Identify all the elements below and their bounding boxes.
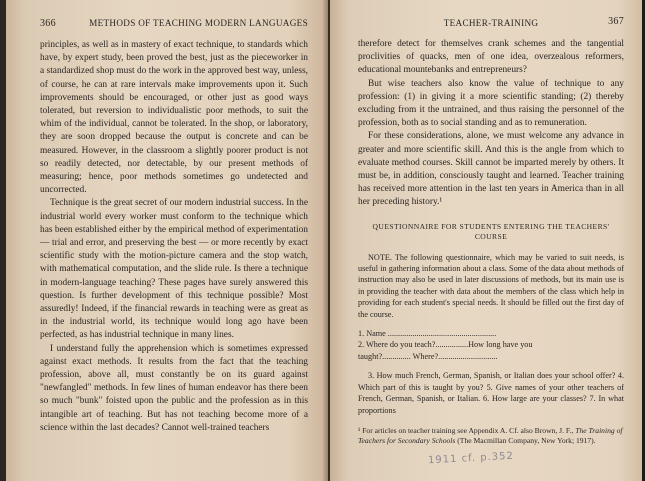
right-page-number: 367 bbox=[608, 16, 624, 27]
footnote bbox=[358, 426, 624, 447]
right-page bbox=[330, 0, 642, 481]
questionnaire-title-line-2: COURSE bbox=[474, 231, 508, 241]
right-paragraph-1: therefore detect for themselves crank schemes and the tangential proclivities of quacks, men of one idea, overzealous reformers, educational mountebanks and entrepreneurs? bbox=[358, 39, 624, 76]
left-running-title: METHODS OF TEACHING MODERN LANGUAGES bbox=[89, 18, 308, 28]
questionnaire-title bbox=[358, 222, 624, 242]
left-paragraph-1: principles, as well as in mastery of exact technique, to standards which have, by expert study, been proved the best, just as the pieceworker in a standardized shop must do the work in the approved best way, unless, of course, he can at rare intervals make improvements upon it. Such improvements should be encouraged, or other just as good ways tolerated, but reversion to individualistic poor methods, to suit the whim of the individual, cannot be tolerated. In the shop, or laboratory, they are soon dropped because the output is concrete and can be measured. However, in the classroom a slightly poorer product is not so readily detected, nor detectable, by our present methods of measuring; hence, poor methods sometimes go undetected and uncorrected. bbox=[40, 40, 308, 196]
right-running-title: TEACHER-TRAINING bbox=[443, 18, 539, 28]
questionnaire-question-3: 3. How much French, German, Spanish, or Italian does your school offer? 4. Which part of this is taught by you? 5. Give names of your other teachers of French, German, Spanish, or Italian. 6. How large are your classes? 7. In what proportions bbox=[358, 371, 624, 415]
form-line-teach: 2. Where do you teach?................How long have you bbox=[358, 340, 533, 350]
left-page bbox=[6, 0, 328, 481]
left-paragraph-3: I understand fully the apprehension which is sometimes expressed against exact methods. It results from the fact that the teaching profession, above all, must constantly be on its guard against "newfangled" methods. In few lines of human endeavor has there been so much "bunk" foisted upon the public and the profession as in this intangible art of teaching. But has not teaching become more of a science within the last decades? Cannot well-trained teachers bbox=[40, 343, 308, 433]
form-line-taught: taught?.............. Where?............................. bbox=[358, 351, 498, 361]
questionnaire-body bbox=[358, 252, 624, 416]
handwritten-note: 1911 cf. p.352 bbox=[427, 450, 515, 466]
left-page-number: 366 bbox=[40, 18, 56, 29]
footnote-suffix: (The Macmillan Company, New York; 1917). bbox=[457, 436, 596, 446]
right-running-head bbox=[358, 18, 624, 28]
left-paragraph-2: Technique is the great secret of our modern industrial success. In the industrial world every worker must conform to the technique which has been established either by the empirical method of experimentation — trial and error, and preserving the best — or more recently by exact scientific study with the motion-picture camera and the stop watch, with mathematical computation, and the slide rule. Is there a technique in modern-language teaching? These pages have surely answered this question. Is further development of this technique possible? Most assuredly! Indeed, if the financial rewards in teaching were as great as in the industrial world, its technique would long ago have been perfected, as has industrial technique in many lines. bbox=[40, 198, 308, 341]
left-running-head bbox=[40, 18, 308, 29]
right-paragraph-2: But wise teachers also know the value of technique to any profession: (1) in giving it a more scientific standing; (2) thereby excluding from it the untrained, and thus raising the personnel of the profession, both as to social standing and as to remuneration. bbox=[358, 78, 624, 129]
form-line-name: 1. Name ..................................................... bbox=[358, 329, 497, 339]
footnote-prefix: ¹ For articles on teacher training see Appendix A. Cf. also Brown, J. F., bbox=[358, 425, 574, 435]
questionnaire-title-line-1: QUESTIONNAIRE FOR STUDENTS ENTERING THE TEACHERS' bbox=[372, 221, 610, 231]
questionnaire-note: NOTE. The following questionnaire, which may be varied to suit needs, is useful in gathering information about a class. Some of the data about methods of instruction may also be used in later discussions of methods, but its main use is in providing the teacher with data about the members of the class which help in providing for each student's special needs. It should be filled out the first day of the course. bbox=[358, 252, 624, 319]
right-paragraph-3: For these considerations, alone, we must welcome any advance in greater and more scientific skill. And this is the angle from which to evaluate method courses. Skill cannot be imparted merely by others. It must be, in addition, consciously taught and learned. Teacher training has received more attention in the last ten years in America than in all her preceding history.¹ bbox=[358, 131, 624, 208]
footnote-book-title: The Training of Teachers for Secondary Schools bbox=[358, 425, 623, 446]
